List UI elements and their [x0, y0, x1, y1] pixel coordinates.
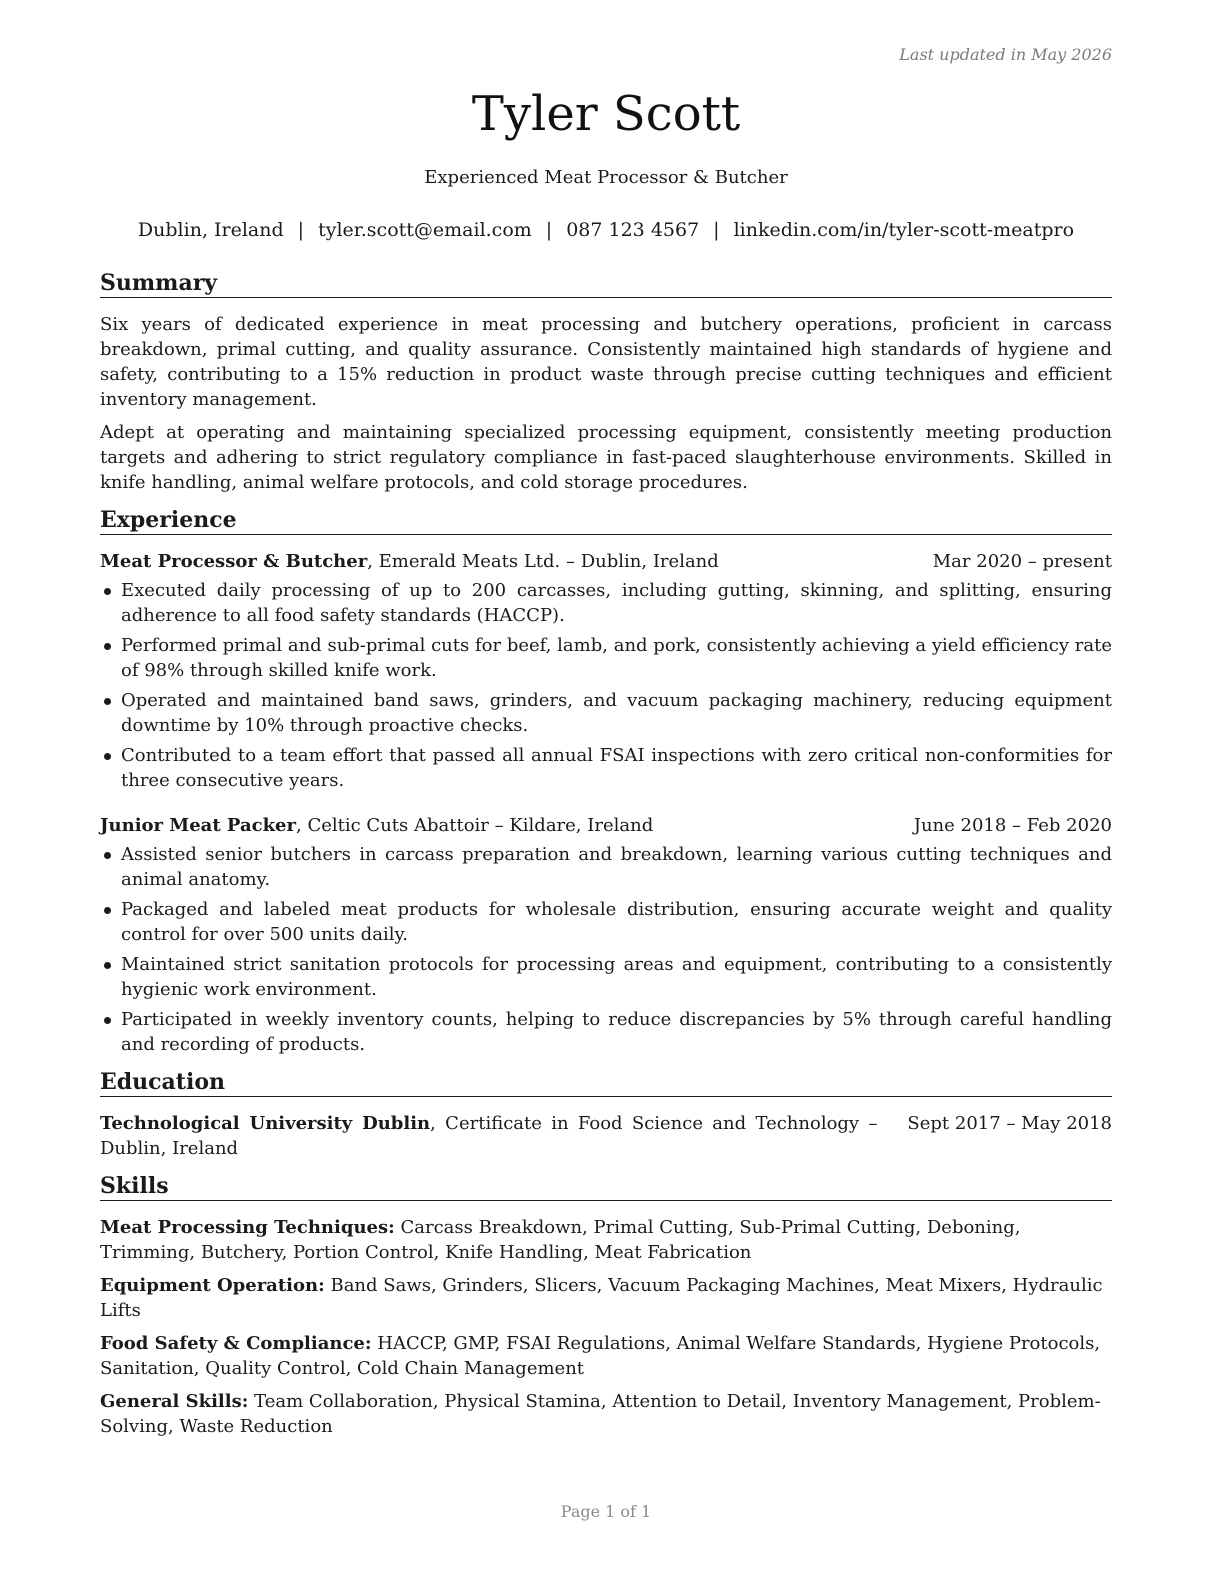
resume-page [100, 0, 1112, 1584]
job-bullet: Operated and maintained band saws, grinders, and vacuum packaging machinery, reducing equipment downtime by 10% through proactive checks. [100, 688, 1112, 738]
education-details: , Certificate in Food Science and Technology – Dublin, Ireland [100, 1113, 878, 1159]
skill-category: Food Safety & Compliance: [100, 1333, 372, 1354]
summary-paragraph: Adept at operating and maintaining specialized processing equipment, consistently meeting production targets and adhering to strict regulatory compliance in fast-paced slaughterhouse environments. Skilled in knife handling, animal welfare protocols, and cold storage procedures. [100, 422, 1112, 493]
skills-section [100, 1173, 1112, 1439]
skill-list: Carcass Breakdown, Primal Cutting, Sub-Primal Cutting, Deboning, Trimming, Butchery, Portion Control, Knife Handling, Meat Fabrication [100, 1217, 1021, 1263]
job-header [100, 549, 1112, 574]
job-dates: June 2018 – Feb 2020 [913, 815, 1112, 836]
summary-paragraph: Six years of dedicated experience in meat processing and butchery operations, proficient in carcass breakdown, primal cutting, and quality assurance. Consistently maintained high standards of hygiene and safety, contributing to a 15% reduction in product waste through precise cutting techniques and efficient inventory management. [100, 314, 1112, 410]
skill-row [100, 1215, 1112, 1265]
education-entry [100, 1111, 1112, 1161]
section-heading-skills: Skills [100, 1173, 1112, 1201]
skill-category: General Skills: [100, 1391, 249, 1412]
skill-row [100, 1389, 1112, 1439]
candidate-name: Tyler Scott [471, 86, 741, 142]
job-role: Junior Meat Packer [100, 815, 296, 836]
skill-list: Team Collaboration, Physical Stamina, Attention to Detail, Inventory Management, Problem-Solving, Waste Reduction [100, 1391, 1101, 1437]
job-role: Meat Processor & Butcher [100, 551, 368, 572]
section-heading-experience: Experience [100, 507, 1112, 535]
skill-category: Meat Processing Techniques: [100, 1217, 395, 1238]
job-entry [100, 549, 1112, 793]
job-bullet: Assisted senior butchers in carcass preparation and breakdown, learning various cutting techniques and animal anatomy. [100, 842, 1112, 892]
section-heading-summary: Summary [100, 270, 1112, 298]
skill-list: HACCP, GMP, FSAI Regulations, Animal Welfare Standards, Hygiene Protocols, Sanitation, Quality Control, Cold Chain Management [100, 1333, 1101, 1379]
candidate-headline: Experienced Meat Processor & Butcher [424, 167, 788, 188]
job-employer: , Emerald Meats Ltd. – Dublin, Ireland [367, 551, 719, 572]
job-dates: Mar 2020 – present [932, 551, 1112, 572]
job-bullet: Participated in weekly inventory counts, helping to reduce discrepancies by 5% through careful handling and recording of products. [100, 1007, 1112, 1057]
education-section [100, 1069, 1112, 1161]
contact-separator: | [713, 219, 720, 241]
contact-phone: 087 123 4567 [566, 219, 700, 241]
page-number: Page 1 of 1 [560, 1502, 652, 1521]
job-bullet: Packaged and labeled meat products for wholesale distribution, ensuring accurate weight and quality control for over 500 units daily. [100, 897, 1112, 947]
contact-email: tyler.scott@email.com [318, 219, 532, 241]
job-bullets [100, 578, 1112, 793]
section-heading-education: Education [100, 1069, 1112, 1097]
job-bullet: Performed primal and sub-primal cuts for beef, lamb, and pork, consistently achieving a yield efficiency rate of 98% through skilled knife work. [100, 633, 1112, 683]
contact-separator: | [297, 219, 305, 241]
contact-separator: | [545, 219, 553, 241]
job-bullet: Contributed to a team effort that passed all annual FSAI inspections with zero critical non-conformities for three consecutive years. [100, 743, 1112, 793]
education-dates: Sept 2017 – May 2018 [907, 1113, 1112, 1134]
summary-section [100, 270, 1112, 495]
job-bullet: Maintained strict sanitation protocols for processing areas and equipment, contributing to a consistently hygienic work environment. [100, 952, 1112, 1002]
education-institution: Technological University Dublin [100, 1113, 431, 1134]
skill-list: Band Saws, Grinders, Slicers, Vacuum Packaging Machines, Meat Mixers, Hydraulic Lifts [100, 1275, 1103, 1321]
experience-section [100, 507, 1112, 1057]
job-bullets [100, 842, 1112, 1057]
skill-row [100, 1273, 1112, 1323]
resume-content [100, 270, 1112, 1451]
job-bullet: Executed daily processing of up to 200 carcasses, including gutting, skinning, and splitting, ensuring adherence to all food safety standards (HACCP). [100, 578, 1112, 628]
last-updated-note: Last updated in May 2026 [899, 45, 1112, 64]
contact-line [100, 219, 1112, 241]
job-employer: , Celtic Cuts Abattoir – Kildare, Ireland [296, 815, 654, 836]
skill-category: Equipment Operation: [100, 1275, 325, 1296]
job-entry [100, 813, 1112, 1057]
contact-location: Dublin, Ireland [137, 219, 284, 241]
job-header [100, 813, 1112, 838]
contact-linkedin: linkedin.com/in/tyler-scott-meatpro [733, 219, 1075, 241]
skill-row [100, 1331, 1112, 1381]
